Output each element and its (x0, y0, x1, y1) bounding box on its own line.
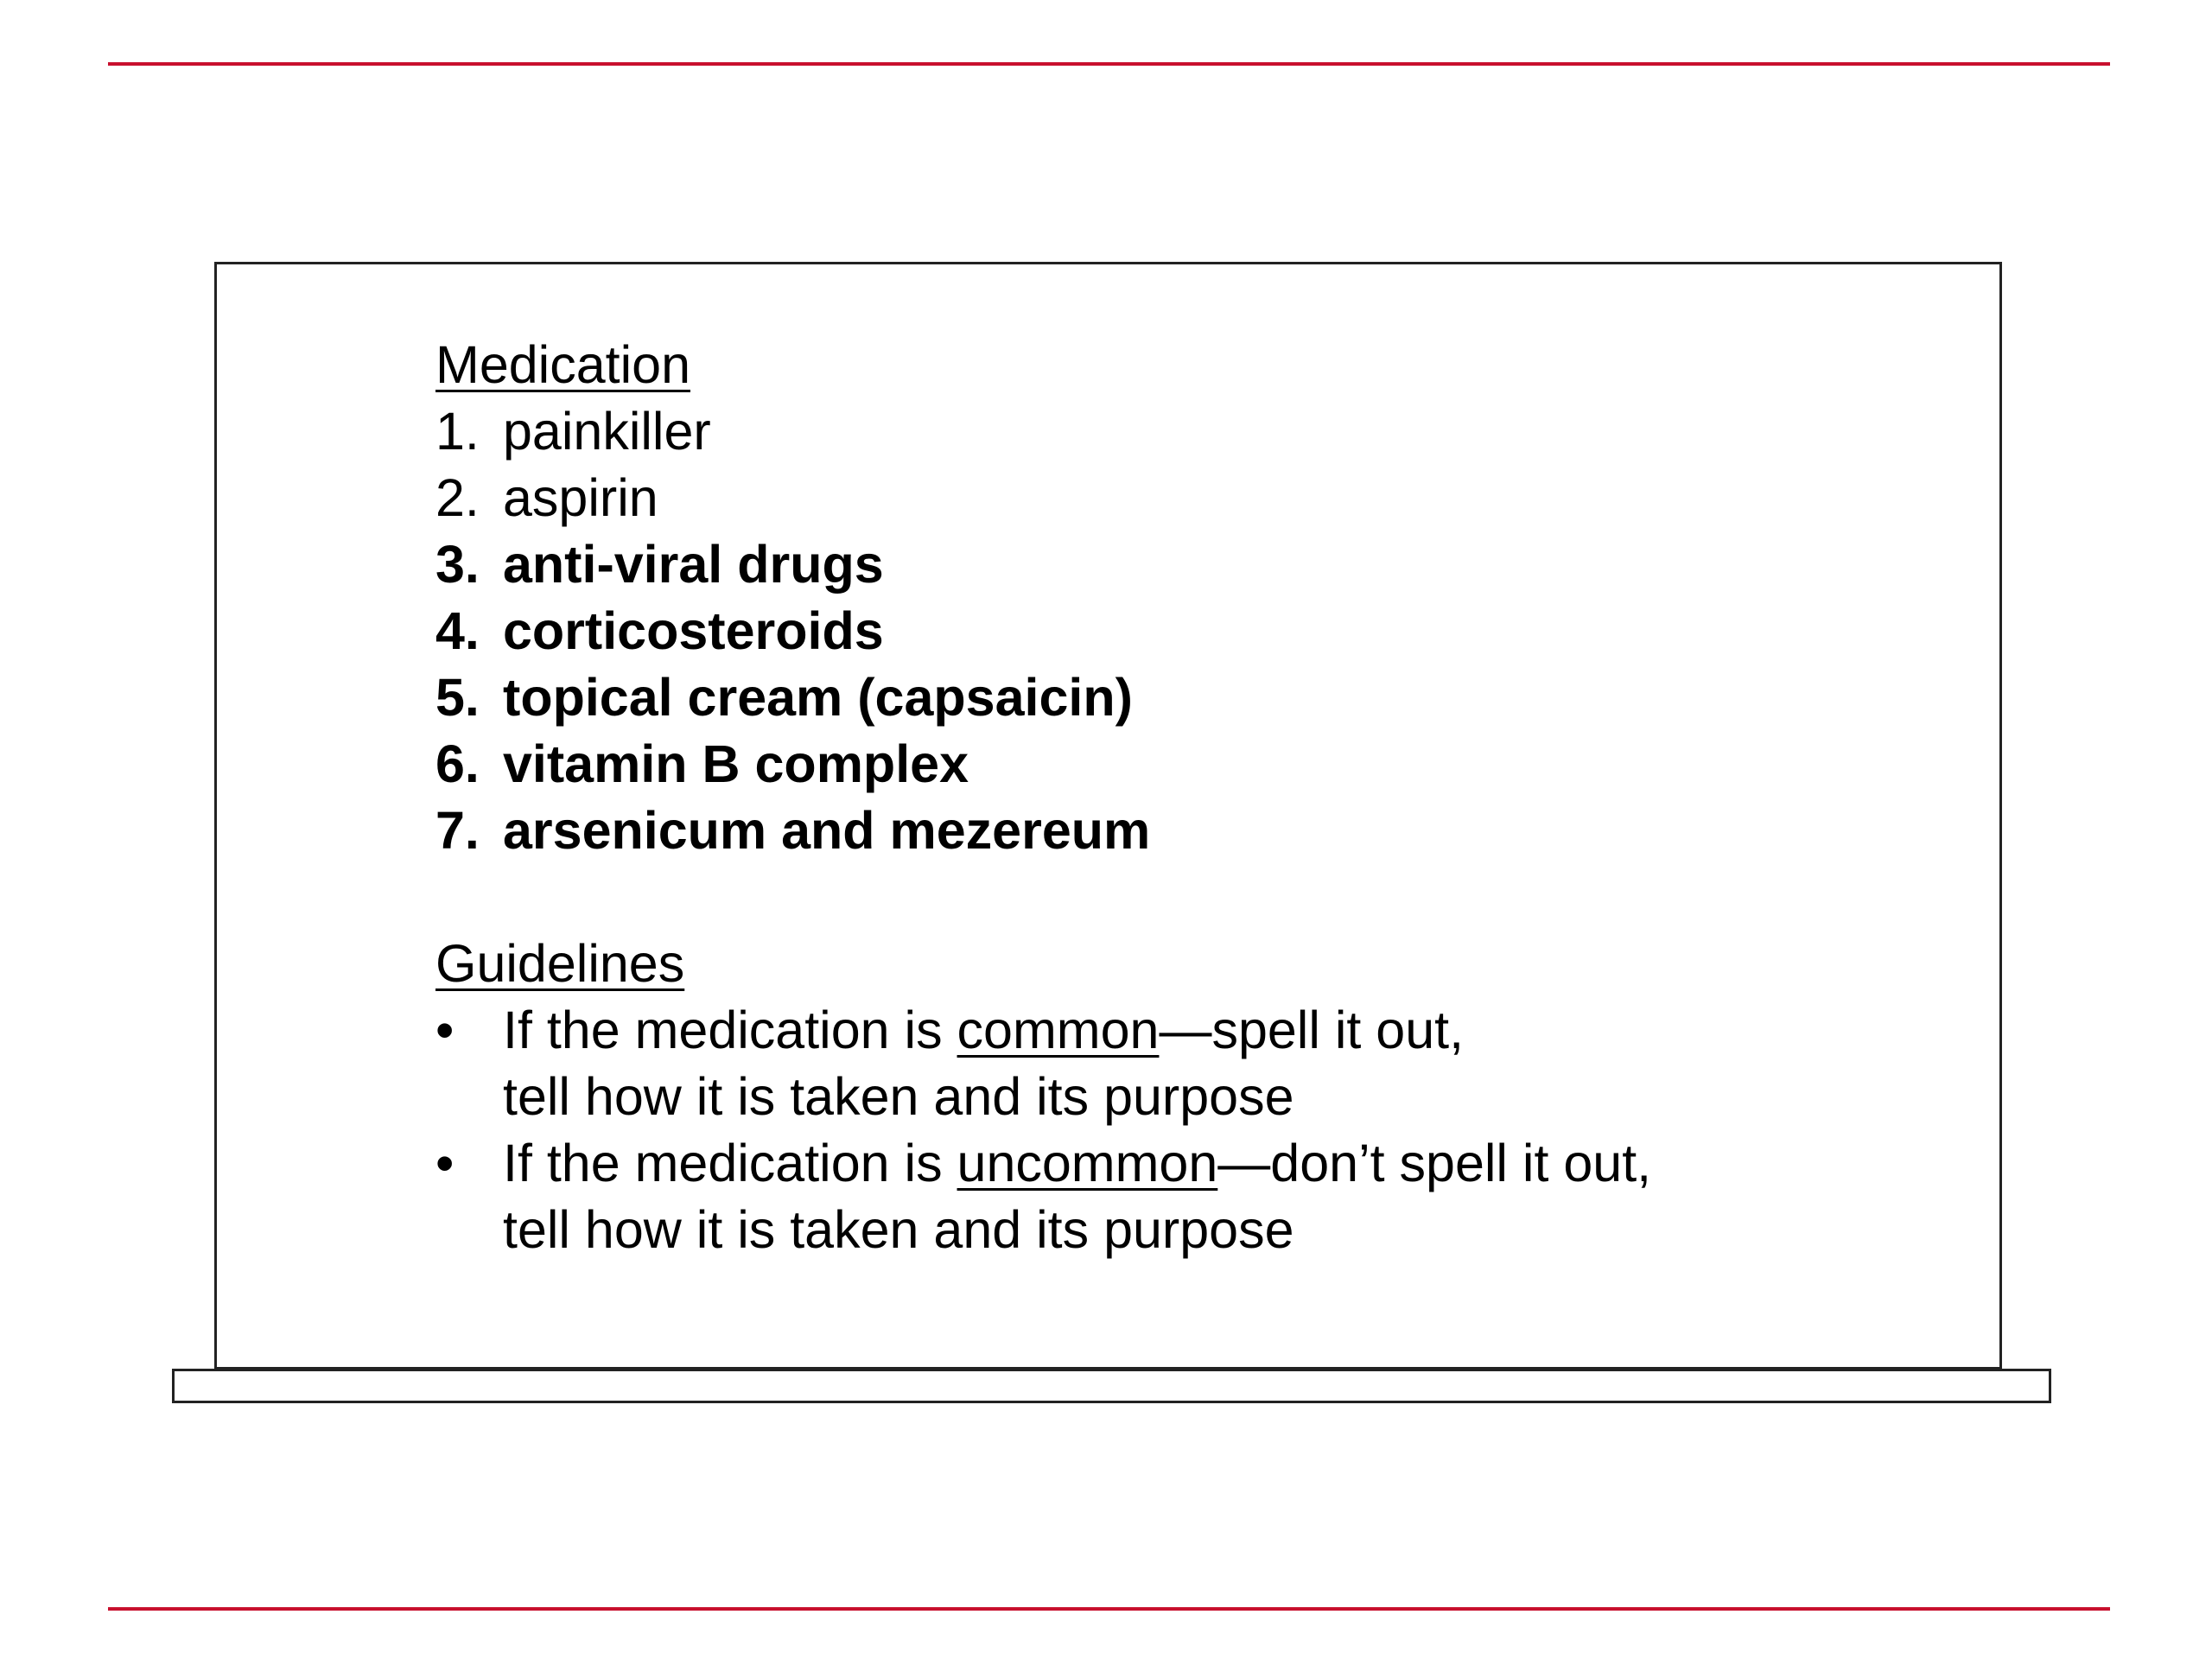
guideline-keyword: common (957, 1001, 1160, 1059)
list-item-text: corticosteroids (503, 601, 884, 660)
guidelines-heading: Guidelines (435, 934, 685, 993)
list-item-text: arsenicum and mezereum (503, 801, 1151, 860)
guideline-keyword: uncommon (957, 1134, 1218, 1192)
list-number: 6. (435, 734, 480, 793)
bullet-icon: • (435, 1134, 454, 1192)
list-number: 1. (435, 402, 480, 461)
guideline-item (435, 1130, 1651, 1263)
guideline-prefix: If the medication is (503, 1134, 957, 1192)
whiteboard-ledge (172, 1369, 2051, 1403)
guideline-item (435, 997, 1651, 1130)
list-number: 3. (435, 535, 480, 594)
guideline-text (503, 997, 1464, 1130)
guideline-line-2: tell how it is taken and its purpose (503, 1067, 1294, 1126)
guidelines-list (435, 997, 1651, 1263)
list-item-text: topical cream (capsaicin) (503, 668, 1133, 727)
list-item (435, 664, 1651, 731)
slide-content (435, 332, 1651, 1263)
list-item-text: painkiller (503, 402, 711, 461)
list-number: 2. (435, 468, 480, 527)
list-item (435, 598, 1651, 664)
guideline-text (503, 1130, 1651, 1263)
list-item-text: aspirin (503, 468, 658, 527)
list-item (435, 465, 1651, 531)
top-red-rule (108, 62, 2110, 66)
section-spacer (435, 864, 1651, 931)
guideline-line-2: tell how it is taken and its purpose (503, 1200, 1294, 1259)
list-item (435, 398, 1651, 465)
list-item-text: vitamin B complex (503, 734, 969, 793)
list-item (435, 798, 1651, 864)
list-item (435, 531, 1651, 598)
guideline-suffix: —don’t spell it out, (1217, 1134, 1652, 1192)
guideline-line-1 (503, 997, 1464, 1064)
guideline-line-1 (503, 1130, 1651, 1197)
bottom-red-rule (108, 1607, 2110, 1611)
list-item-text: anti-viral drugs (503, 535, 884, 594)
list-number: 7. (435, 801, 480, 860)
bullet-icon: • (435, 1001, 454, 1059)
list-number: 4. (435, 601, 480, 660)
list-item (435, 731, 1651, 798)
guideline-prefix: If the medication is (503, 1001, 957, 1059)
medication-heading: Medication (435, 335, 690, 394)
medication-list (435, 398, 1651, 864)
guideline-suffix: —spell it out, (1159, 1001, 1465, 1059)
list-number: 5. (435, 668, 480, 727)
